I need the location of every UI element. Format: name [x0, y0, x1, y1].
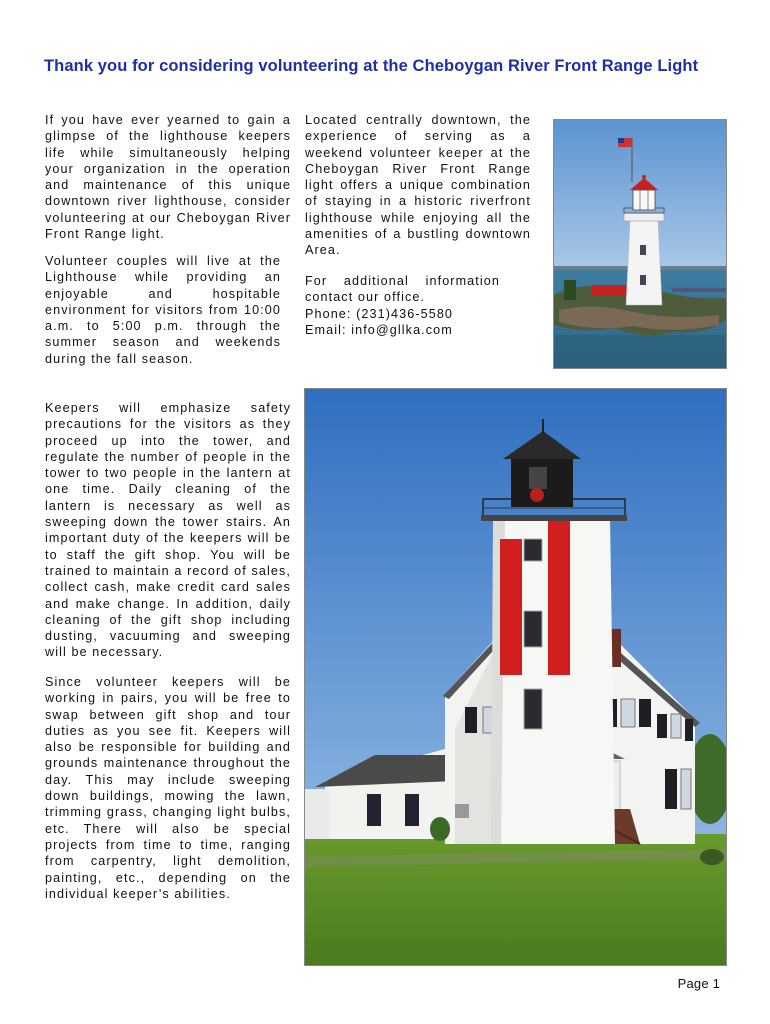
range-light-photo [304, 388, 727, 966]
keeper-duties-paragraph: Keepers will emphasize safety precautions for the visitors as they proceed up into the tower, and regulate the number of people in the tower to two people in the lantern at one time. Daily cleaning of the lantern is necessary as well as sweeping down the tower stairs. An important duty of the keepers will be to staff the gift shop. You will be trained to maintain a record of sales, collect cash, make credit card sales and make change. In addition, daily cleaning of the gift shop including dusting, vacuuming and sweeping will be necessary. [45, 401, 291, 660]
volunteer-couples-paragraph: Volunteer couples will live at the Lighthouse while providing an enjoyable and hospitable environment for visitors from 10:00 a.m. to 5:00 p.m. through the summer season and weekends during the fall season. [45, 254, 281, 366]
page-number: Page 1 [677, 976, 720, 991]
maintenance-paragraph: Since volunteer keepers will be working in pairs, you will be free to swap between gift shop and tour duties as you see fit. Keepers will also be responsible for building and grounds maintenance throughout the day. This may include sweeping down buildings, mowing the lawn, trimming grass, changing light bulbs, etc. There will also be special projects from time to time, ranging from carpentry, light demolition, painting, etc., depending on the individual keeper’s abilities. [45, 675, 291, 901]
intro-paragraph: If you have ever yearned to gain a glimpse of the lighthouse keepers life while simultaneously helping your organization in the operation and maintenance of this unique downtown river lighthouse, consider volunteering at our Cheboygan River Front Range light. [45, 113, 291, 242]
page-title: Thank you for considering volunteering at the Cheboygan River Front Range Light [44, 57, 699, 75]
pier-lighthouse-photo [553, 119, 727, 369]
contact-email: Email: info@gllka.com [305, 323, 453, 337]
contact-intro: For additional information contact our office. [305, 274, 500, 304]
location-paragraph: Located centrally downtown, the experience of serving as a weekend volunteer keeper at the Cheboygan River Front Range light offers a unique combination of staying in a historic riverfront lighthouse while enjoying all the amenities of a bustling downtown Area. [305, 113, 531, 258]
contact-phone: Phone: (231)436-5580 [305, 307, 454, 321]
